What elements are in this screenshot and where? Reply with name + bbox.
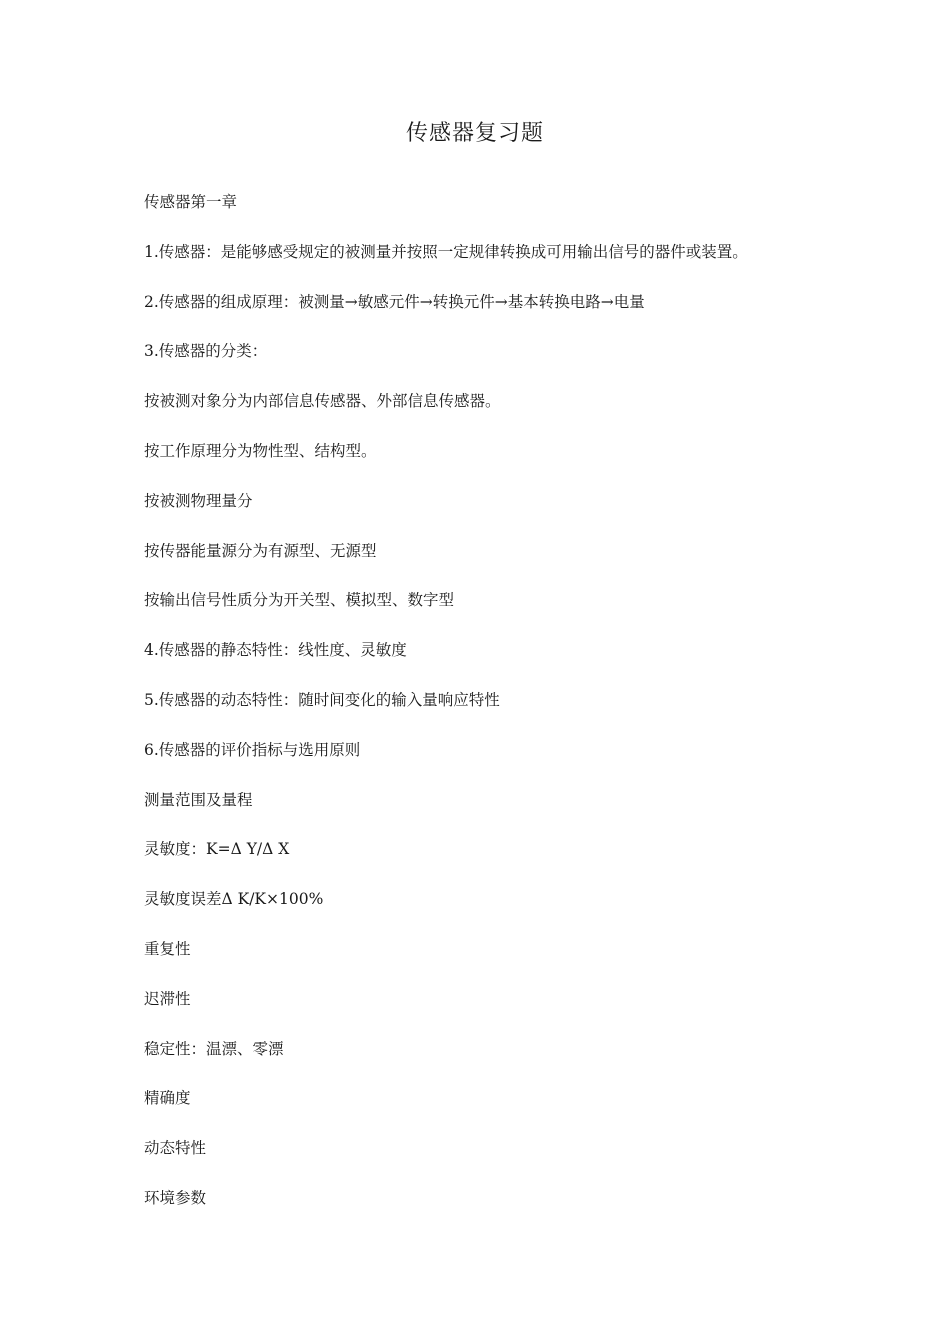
document-title: 传感器复习题 bbox=[405, 121, 544, 146]
body-line: 按输出信号性质分为开关型、模拟型、数字型 bbox=[144, 591, 455, 610]
body-line: 动态特性 bbox=[144, 1139, 207, 1158]
body-line: 3.传感器的分类： bbox=[144, 342, 268, 361]
body-line: 精确度 bbox=[144, 1089, 191, 1108]
body-line: 按工作原理分为物性型、结构型。 bbox=[144, 441, 377, 460]
body-line: 6.传感器的评价指标与选用原则 bbox=[144, 740, 361, 759]
body-line: 环境参数 bbox=[144, 1188, 207, 1207]
body-line: 5.传感器的动态特性：随时间变化的输入量响应特性 bbox=[144, 690, 500, 709]
body-line: 1.传感器：是能够感受规定的被测量并按照一定规律转换成可用输出信号的器件或装置。 bbox=[144, 242, 748, 261]
body-line: 按被测物理量分 bbox=[144, 491, 253, 510]
body-line: 按传器能量源分为有源型、无源型 bbox=[144, 541, 377, 560]
body-line: 稳定性：温漂、零漂 bbox=[144, 1039, 284, 1058]
body-line: 按被测对象分为内部信息传感器、外部信息传感器。 bbox=[144, 392, 501, 411]
body-line: 灵敏度：K=Δ Y/Δ X bbox=[144, 840, 290, 859]
body-line: 4.传感器的静态特性：线性度、灵敏度 bbox=[144, 641, 407, 660]
body-line: 传感器第一章 bbox=[144, 193, 238, 211]
body-line: 重复性 bbox=[144, 939, 191, 958]
body-line: 灵敏度误差Δ K/K×100% bbox=[144, 890, 324, 909]
document-body bbox=[144, 189, 864, 1235]
body-line: 迟滞性 bbox=[144, 989, 191, 1008]
body-line: 2.传感器的组成原理：被测量→敏感元件→转换元件→基本转换电路→电量 bbox=[144, 292, 645, 311]
body-line: 测量范围及量程 bbox=[144, 790, 253, 809]
